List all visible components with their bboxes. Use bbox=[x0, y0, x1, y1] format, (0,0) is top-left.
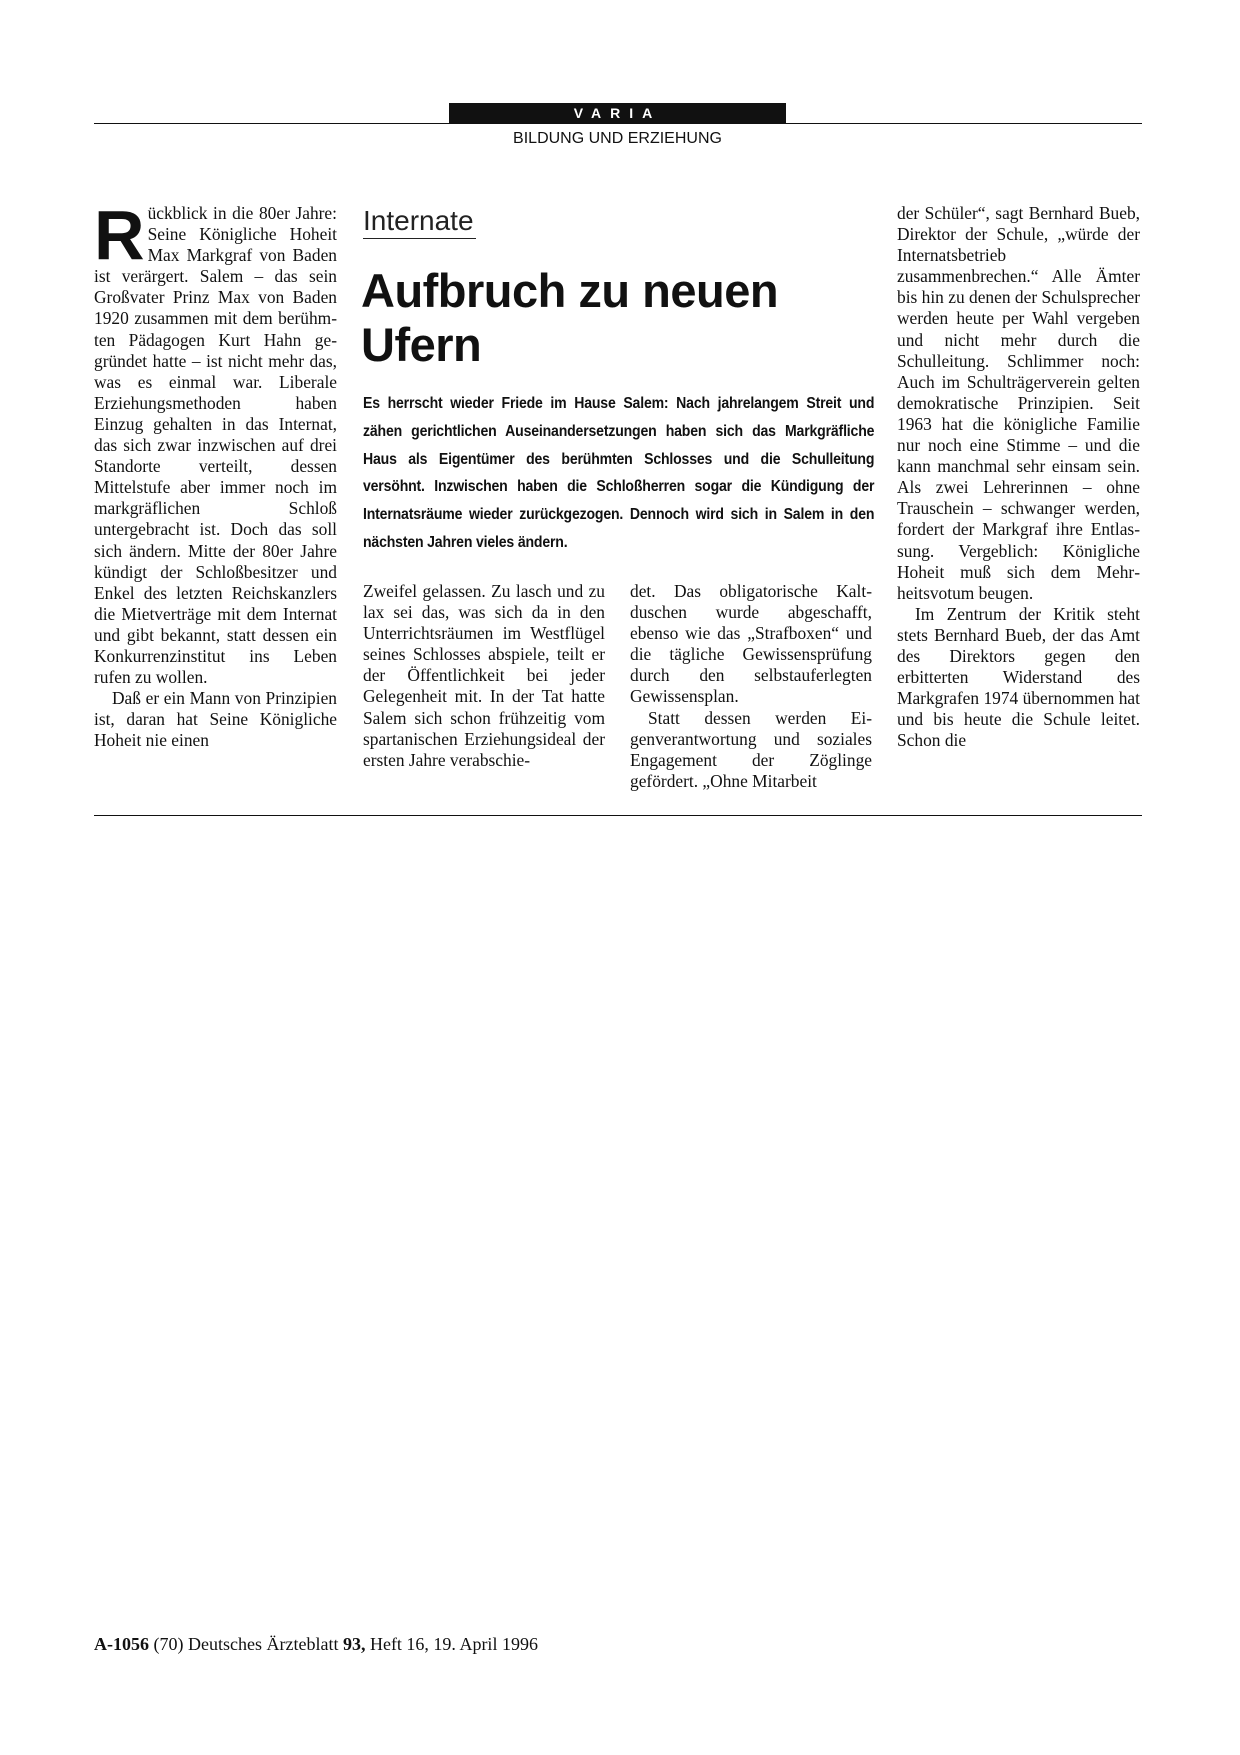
article-column-2 bbox=[363, 581, 605, 771]
subsection-label: BILDUNG UND ERZIEHUNG bbox=[513, 130, 722, 147]
volume-number: 93, bbox=[342, 1634, 366, 1654]
article-column-3 bbox=[630, 581, 872, 792]
article-column-1 bbox=[94, 196, 337, 751]
footer-rule bbox=[94, 815, 1142, 816]
article-column-4 bbox=[897, 203, 1140, 751]
paragraph: der Schüler“, sagt Bernhard Bueb, Direktor der Schule, „würde der Internatsbetrieb zusammenbrechen.“ Alle Ämter bis hin zu denen der Schulsprecher werden heute per Wahl vergeben und nicht mehr durch die Schulleitung. Schlimmer noch: Auch im Schulträgerverein gelten demokratische Prinzipien. Seit 1963 hat die königliche Familie nur noch eine Stimme – und die kann manchmal sehr einsam sein. Als zwei Lehrerinnen – ohne Trauschein – schwanger werden, fordert der Markgraf ihre Entlassung. Vergeblich: Königliche Hoheit muß sich dem Mehrheitsvotum beugen. bbox=[897, 203, 1140, 603]
drop-cap: R bbox=[94, 196, 145, 274]
paragraph: det. Das obligatorische Kaltduschen wurde abgeschafft, ebenso wie das „Strafboxen“ und die tägliche Gewissensprüfung durch den selbstauferlegten Gewissensplan. bbox=[630, 581, 872, 707]
paragraph: Zweifel gelassen. Zu lasch und zu lax sei das, was sich da in den Unterrichtsräumen im Westflügel seines Schlosses abspiele, teilt er der Öffentlichkeit bei jeder Gelegenheit mit. In der Tat hatte Salem sich schon frühzeitig vom spartanischen Erziehungsideal der ersten Jahre verabschie- bbox=[363, 581, 605, 770]
article-kicker: Internate bbox=[363, 204, 476, 239]
paragraph: Statt dessen werden Eigenverantwortung und soziales Engagement der Zöglinge gefördert. „Ohne Mitarbeit bbox=[630, 707, 872, 791]
issue-info: Heft 16, 19. April 1996 bbox=[369, 1634, 538, 1654]
page-footer bbox=[94, 1633, 538, 1655]
paragraph: Im Zentrum der Kritik steht stets Bernhard Bueb, der das Amt des Direktors gegen den erbitterten Widerstand des Markgrafen 1974 übernommen hat und bis heute die Schule leitet. Schon die bbox=[897, 603, 1140, 751]
article-headline: Aufbruch zu neuen Ufern bbox=[361, 264, 779, 371]
section-label: VARIA bbox=[449, 103, 786, 124]
page-number: (70) bbox=[153, 1634, 184, 1654]
article-lead: Es herrscht wieder Friede im Hause Salem: Nach jahrelangem Streit und zähen gerichtlichen Auseinandersetzungen haben sich das Markgräfliche Haus als Eigentümer des berühmten Schlosses und die Schulleitung versöhnt. Inzwischen haben die Schloßherren sogar die Kündigung der Internatsräume wieder zurückgezogen. Dennoch wird sich in Salem in den nächsten Jahren vieles ändern. bbox=[363, 395, 875, 551]
journal-name: Deutsches Ärzteblatt bbox=[188, 1634, 339, 1654]
header-rule bbox=[94, 123, 1142, 124]
page-code: A-1056 bbox=[94, 1634, 149, 1654]
paragraph: ückblick in die 80er Jahre: Seine Königliche Hoheit Max Markgraf von Baden ist verärgert. Salem – das sein Großvater Prinz Max von Baden 1920 zusammen mit dem berühmten Pädagogen Kurt Hahn gegründet hatte – ist nicht mehr das, was es einmal war. Liberale Erziehungsmethoden haben Einzug gehalten in das Internat, das sich zwar inzwischen auf drei Standorte verteilt, dessen Mittelstufe aber immer noch im markgräflichen Schloß untergebracht ist. Doch das soll sich ändern. Mitte der 80er Jahre kündigt der Schloßbesitzer und Enkel des letzten Reichskanzlers die Mietverträge mit dem Internat und gibt bekannt, statt dessen ein Konkurrenzinstitut ins Leben rufen zu wollen. bbox=[94, 203, 337, 688]
paragraph: Daß er ein Mann von Prinzipien ist, daran hat Seine Königliche Hoheit nie einen bbox=[94, 688, 337, 751]
